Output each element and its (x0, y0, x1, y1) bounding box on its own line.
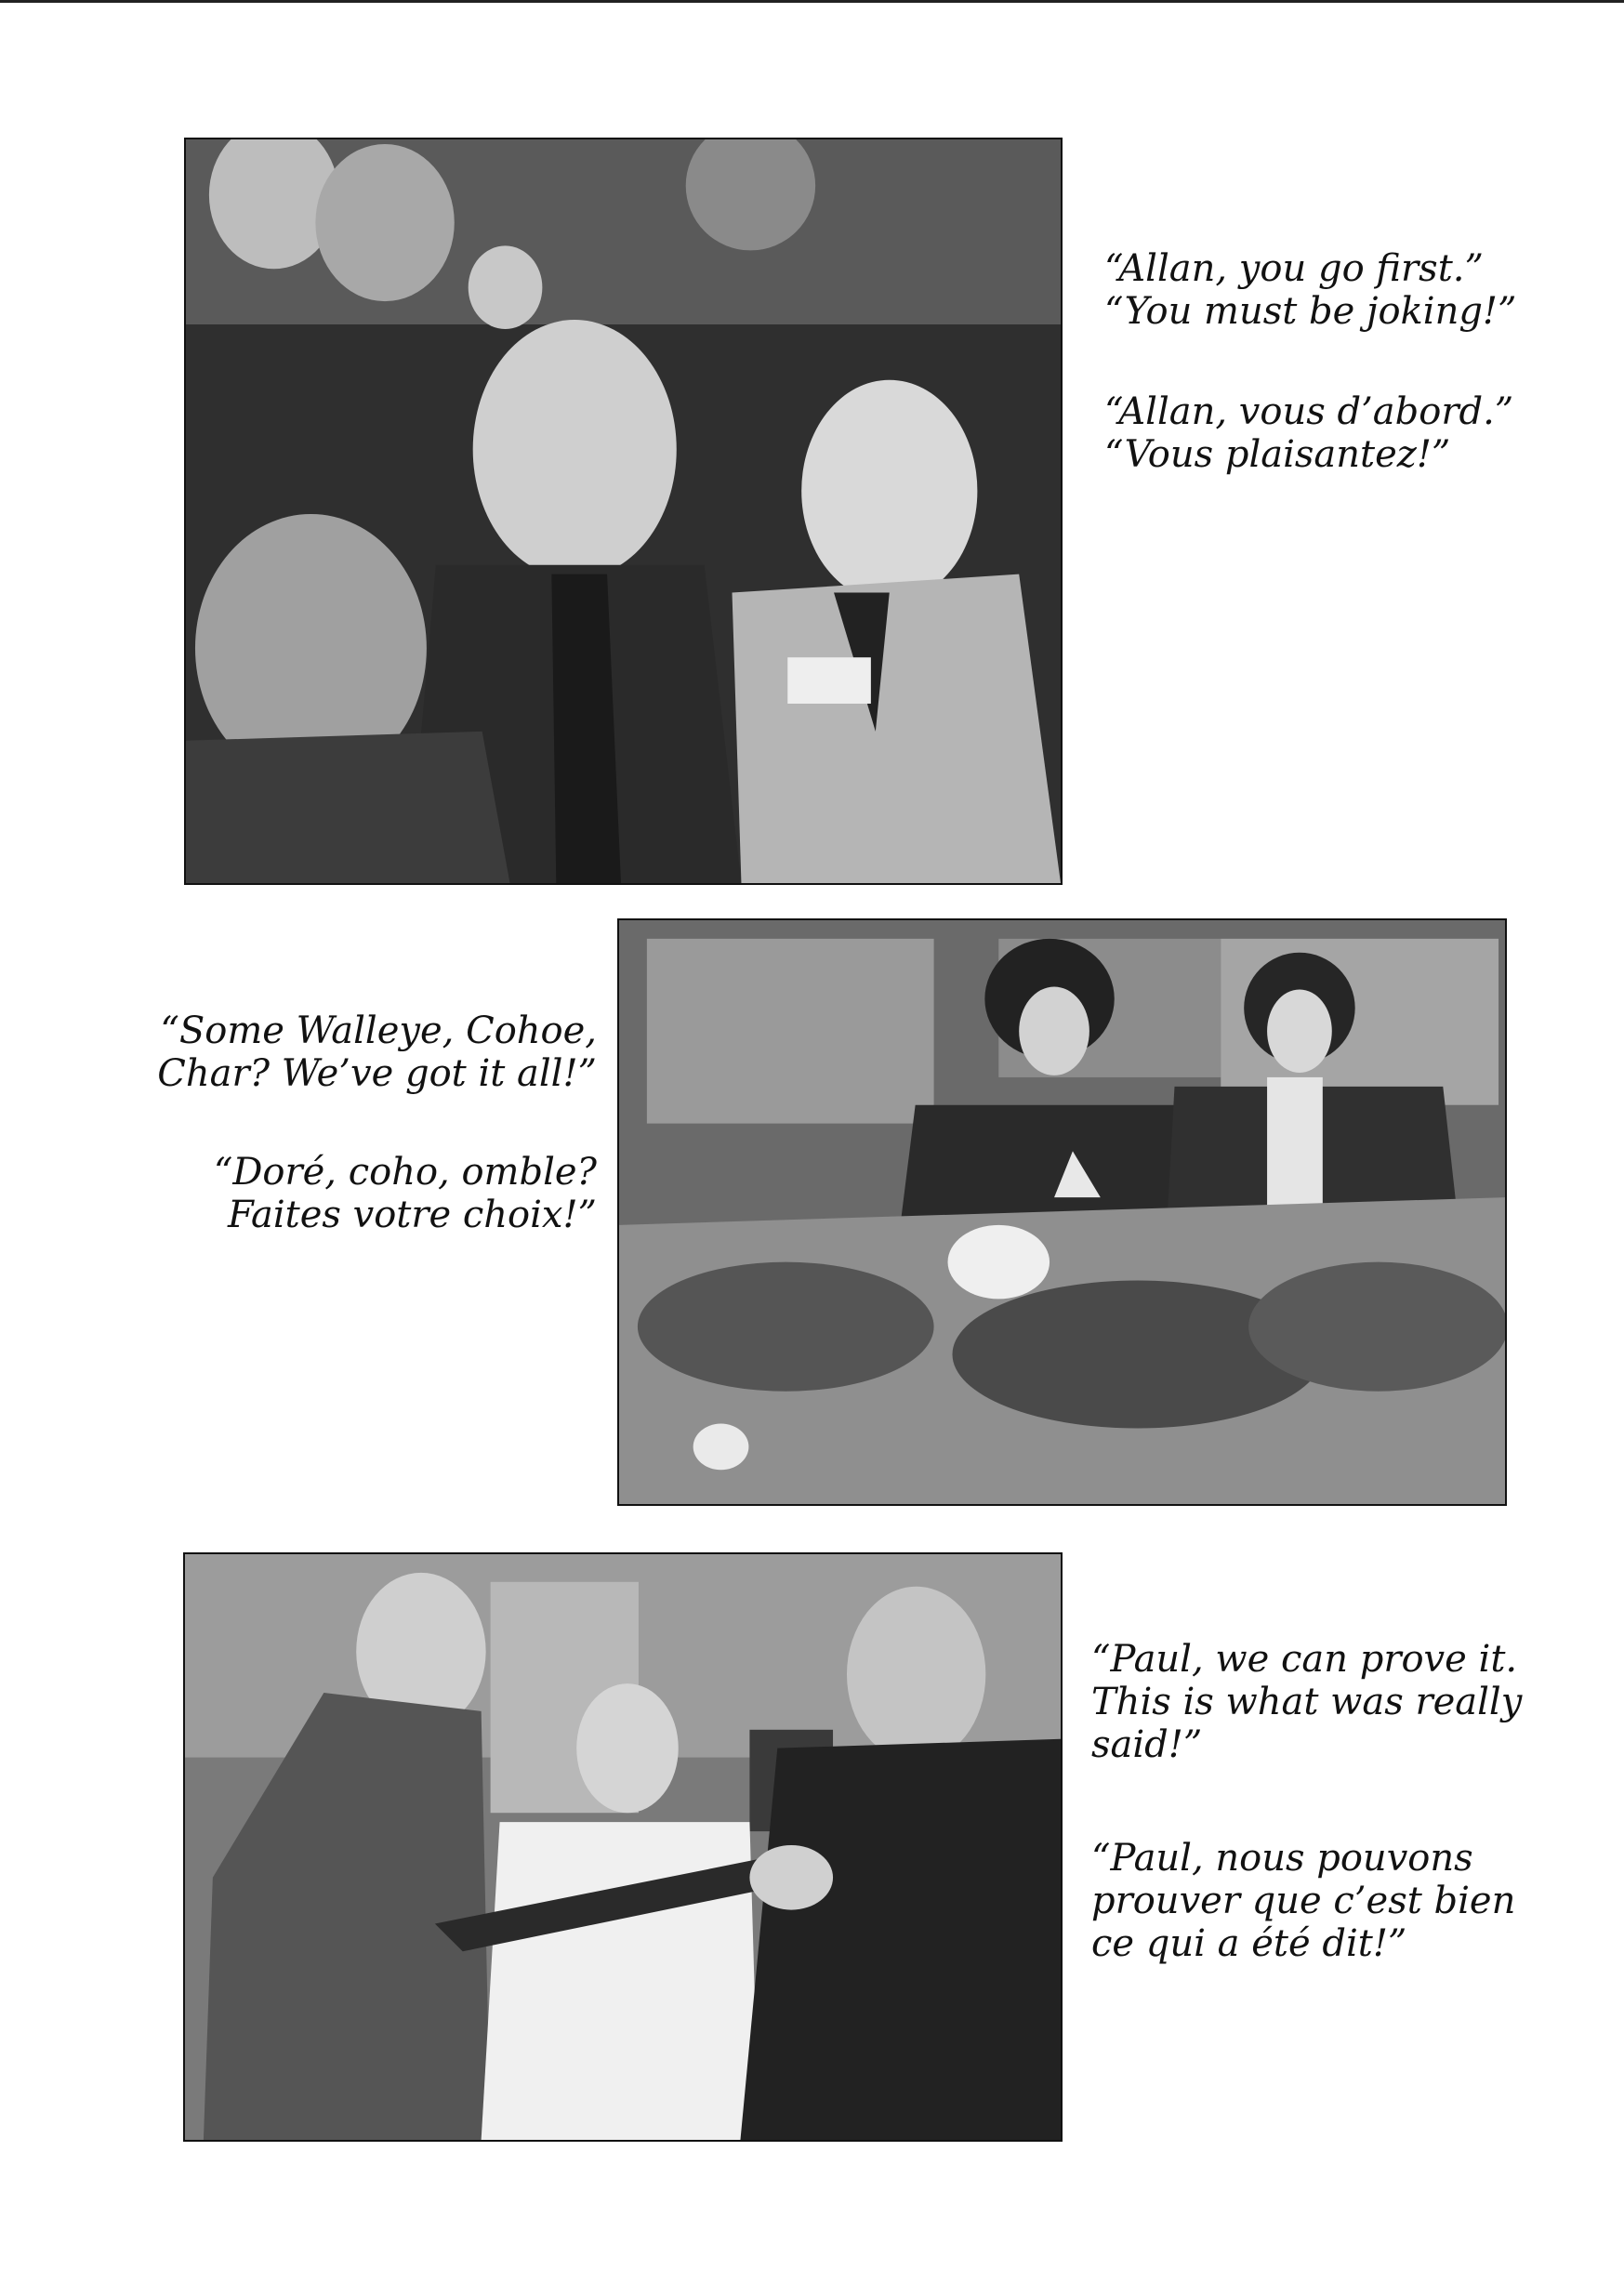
caption-second-en-line1: “Some Walleye, Cohoe, (160, 1010, 597, 1052)
caption-second-fr-line1: “Doré, coho, omble? (213, 1151, 597, 1194)
photo-icon (185, 1554, 1061, 2140)
caption-first-en-line2: “You must be joking!” (1104, 290, 1517, 333)
caption-third-fr-line3: ce qui a été dit!” (1091, 1922, 1407, 1965)
caption-third-en-line3: said!” (1091, 1723, 1203, 1766)
caption-third-en-line2: This is what was really (1091, 1681, 1523, 1723)
photo-icon (619, 920, 1505, 1504)
caption-third-fr-line1: “Paul, nous pouvons (1091, 1837, 1473, 1880)
photo-icon (186, 139, 1061, 883)
photo-group-men-conversation (184, 138, 1063, 885)
caption-first-fr-line1: “Allan, vous d’abord.” (1104, 390, 1514, 433)
caption-third-en-line1: “Paul, we can prove it. (1091, 1638, 1518, 1681)
caption-second (139, 1010, 597, 1236)
caption-second-fr-line2: Faites votre choix!” (227, 1194, 597, 1236)
photo-men-document-exchange (183, 1552, 1063, 2142)
caption-first (1104, 247, 1588, 476)
caption-third-fr-line2: prouver que c’est bien (1091, 1880, 1516, 1922)
caption-first-en-line1: “Allan, you go first.” (1104, 247, 1484, 290)
top-border-rule (0, 0, 1624, 3)
caption-third (1091, 1638, 1593, 1965)
photo-women-fish-display (617, 918, 1507, 1506)
caption-second-en-line2: Char? We’ve got it all!” (157, 1052, 597, 1095)
caption-first-fr-line2: “Vous plaisantez!” (1104, 433, 1451, 476)
